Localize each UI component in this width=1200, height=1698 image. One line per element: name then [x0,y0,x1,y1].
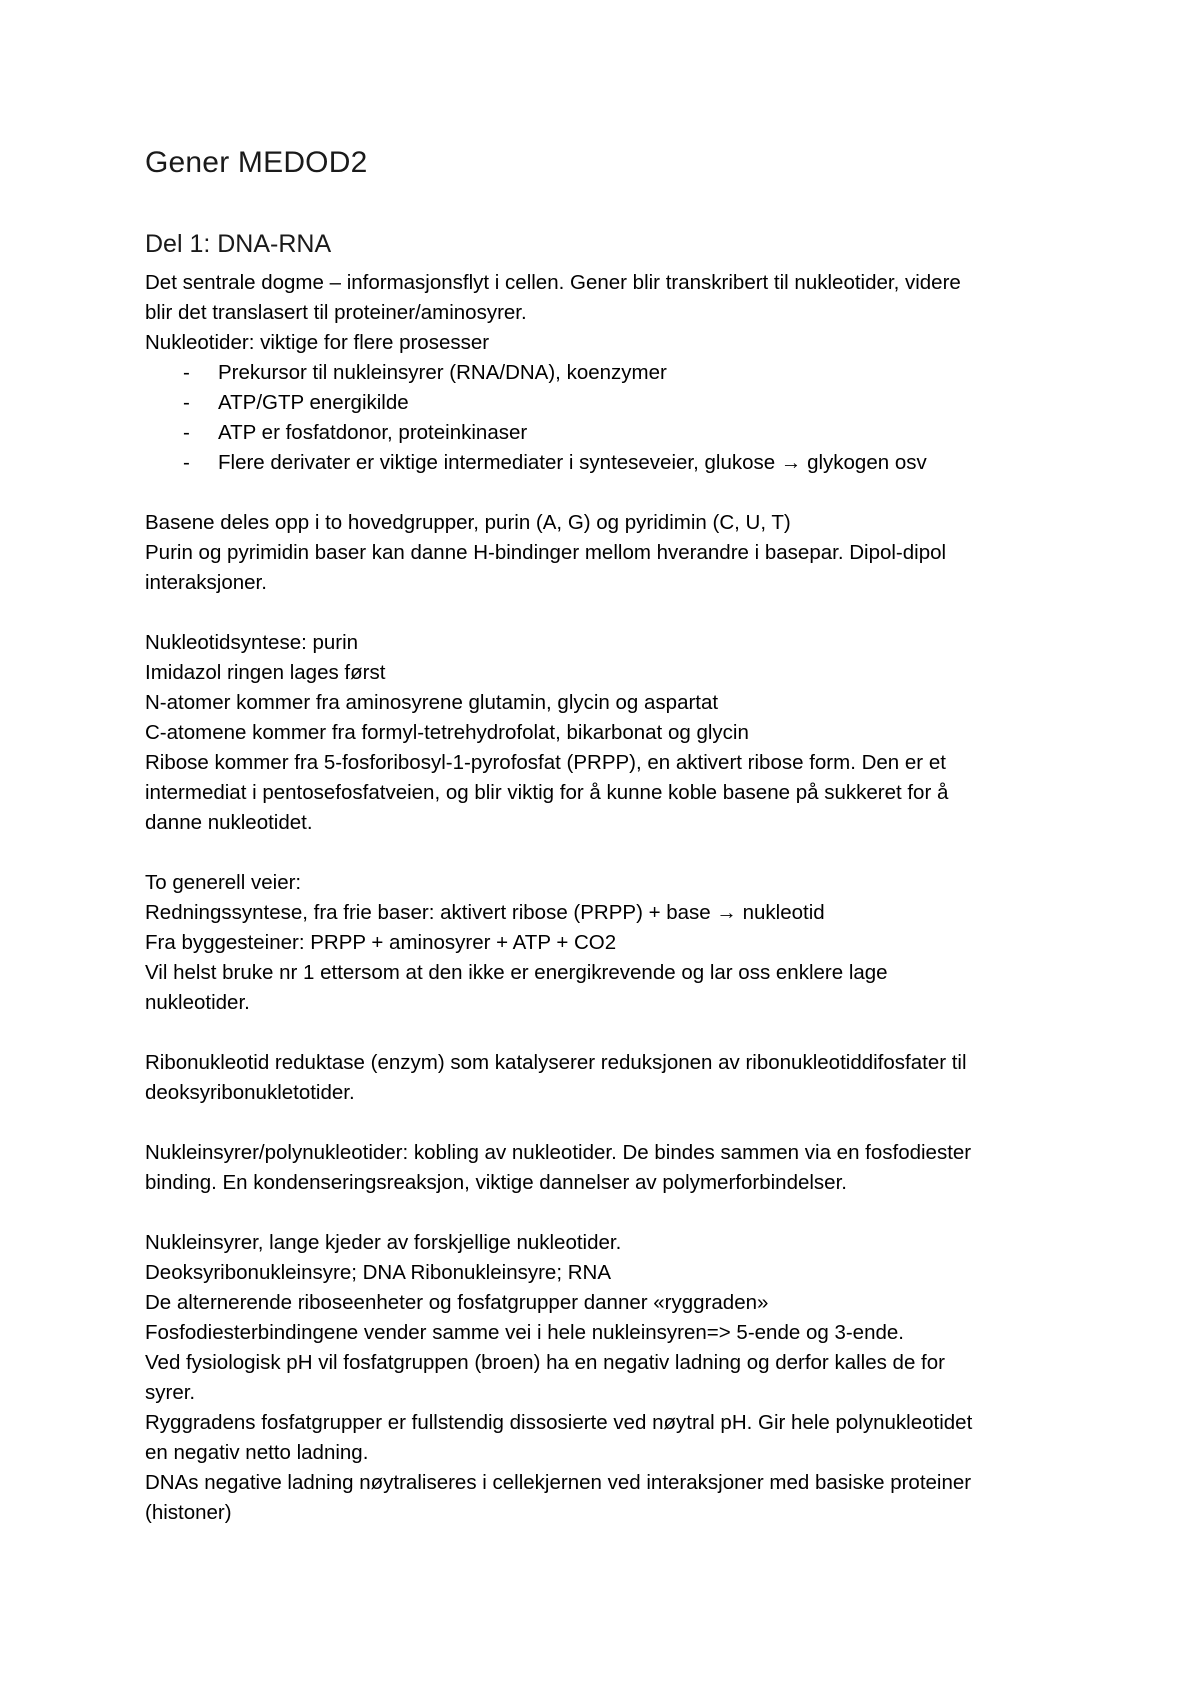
bullet-list [145,358,1065,478]
document-body [145,268,1065,1528]
text-line: Nukleotidsyntese: purin [145,631,359,654]
text-line: To generell veier: [145,871,302,894]
text-line: Ryggradens fosfatgrupper er fullstendig dissosierte ved nøytral pH. Gir hele polynukleotidet [145,1411,973,1434]
text-line: Nukleinsyrer, lange kjeder av forskjellige nukleotider. [145,1231,622,1254]
paragraph-spacer [145,478,1065,508]
text-line [145,898,1065,928]
text-segment: Redningssyntese, fra frie baser: aktivert ribose (PRPP) + base [145,901,711,924]
text-line: syrer. [145,1381,196,1404]
list-item [145,418,1065,448]
text-line: Imidazol ringen lages først [145,661,386,684]
paragraph-spacer [145,598,1065,628]
bullet-dash: - [183,391,190,414]
section-heading: Del 1: DNA-RNA [145,230,332,258]
text-line: Ved fysiologisk pH vil fosfatgruppen (broen) ha en negativ ladning og derfor kalles de for [145,1351,945,1374]
list-item-text: ATP/GTP energikilde [218,391,409,414]
bullet-dash: - [183,361,190,384]
text-line: Purin og pyrimidin baser kan danne H-bindinger mellom hverandre i basepar. Dipol-dipol [145,541,947,564]
text-line: blir det translasert til proteiner/aminosyrer. [145,301,527,324]
text-line: (histoner) [145,1501,232,1524]
text-line: intermediat i pentosefosfatveien, og blir viktig for å kunne koble basene på sukkeret for å [145,781,949,804]
paragraph-spacer [145,1018,1065,1048]
text-line: C-atomene kommer fra formyl-tetrehydrofolat, bikarbonat og glycin [145,721,749,744]
text-line: Det sentrale dogme – informasjonsflyt i cellen. Gener blir transkribert til nukleotider, videre [145,271,961,294]
paragraph-spacer [145,1108,1065,1138]
text-line: danne nukleotidet. [145,811,313,834]
text-line: Ribonukleotid reduktase (enzym) som katalyserer reduksjonen av ribonukleotiddifosfater til [145,1051,967,1074]
arrow-icon: → [716,901,737,924]
arrow-icon: → [780,451,802,474]
text-line: Fosfodiesterbindingene vender samme vei i hele nukleinsyren=> 5-ende og 3-ende. [145,1321,904,1344]
list-item-text: Flere derivater er viktige intermediater i synteseveier, glukose [218,451,776,474]
text-line: Fra byggesteiner: PRPP + aminosyrer + ATP + CO2 [145,931,617,954]
list-item-text: Prekursor til nukleinsyrer (RNA/DNA), koenzymer [218,361,667,384]
paragraph-spacer [145,1198,1065,1228]
list-item-text: glykogen osv [807,451,927,474]
text-line: interaksjoner. [145,571,267,594]
text-line: Basene deles opp i to hovedgrupper, purin (A, G) og pyridimin (C, U, T) [145,511,791,534]
text-line: deoksyribonukletotider. [145,1081,355,1104]
paragraph-spacer [145,838,1065,868]
text-line: N-atomer kommer fra aminosyrene glutamin, glycin og aspartat [145,691,719,714]
text-line: Deoksyribonukleinsyre; DNA Ribonukleinsyre; RNA [145,1261,611,1284]
text-line: Ribose kommer fra 5-fosforibosyl-1-pyrofosfat (PRPP), en aktivert ribose form. Den er et [145,751,946,774]
page-title: Gener MEDOD2 [145,146,368,179]
bullet-dash: - [183,451,190,474]
bullet-dash: - [183,421,190,444]
text-segment: nukleotid [742,901,825,924]
text-line: en negativ netto ladning. [145,1441,369,1464]
text-line: binding. En kondenseringsreaksjon, viktige dannelser av polymerforbindelser. [145,1171,847,1194]
text-line: Nukleotider: viktige for flere prosesser [145,331,490,354]
text-line: Nukleinsyrer/polynukleotider: kobling av nukleotider. De bindes sammen via en fosfodiester [145,1141,972,1164]
text-line: Vil helst bruke nr 1 ettersom at den ikke er energikrevende og lar oss enklere lage [145,961,888,984]
list-item [145,388,1065,418]
list-item [145,448,1065,478]
list-item-text: ATP er fosfatdonor, proteinkinaser [218,421,528,444]
text-line: DNAs negative ladning nøytraliseres i cellekjernen ved interaksjoner med basiske proteiner [145,1471,972,1494]
list-item [145,358,1065,388]
text-line: De alternerende riboseenheter og fosfatgrupper danner «ryggraden» [145,1291,769,1314]
text-line: nukleotider. [145,991,250,1014]
